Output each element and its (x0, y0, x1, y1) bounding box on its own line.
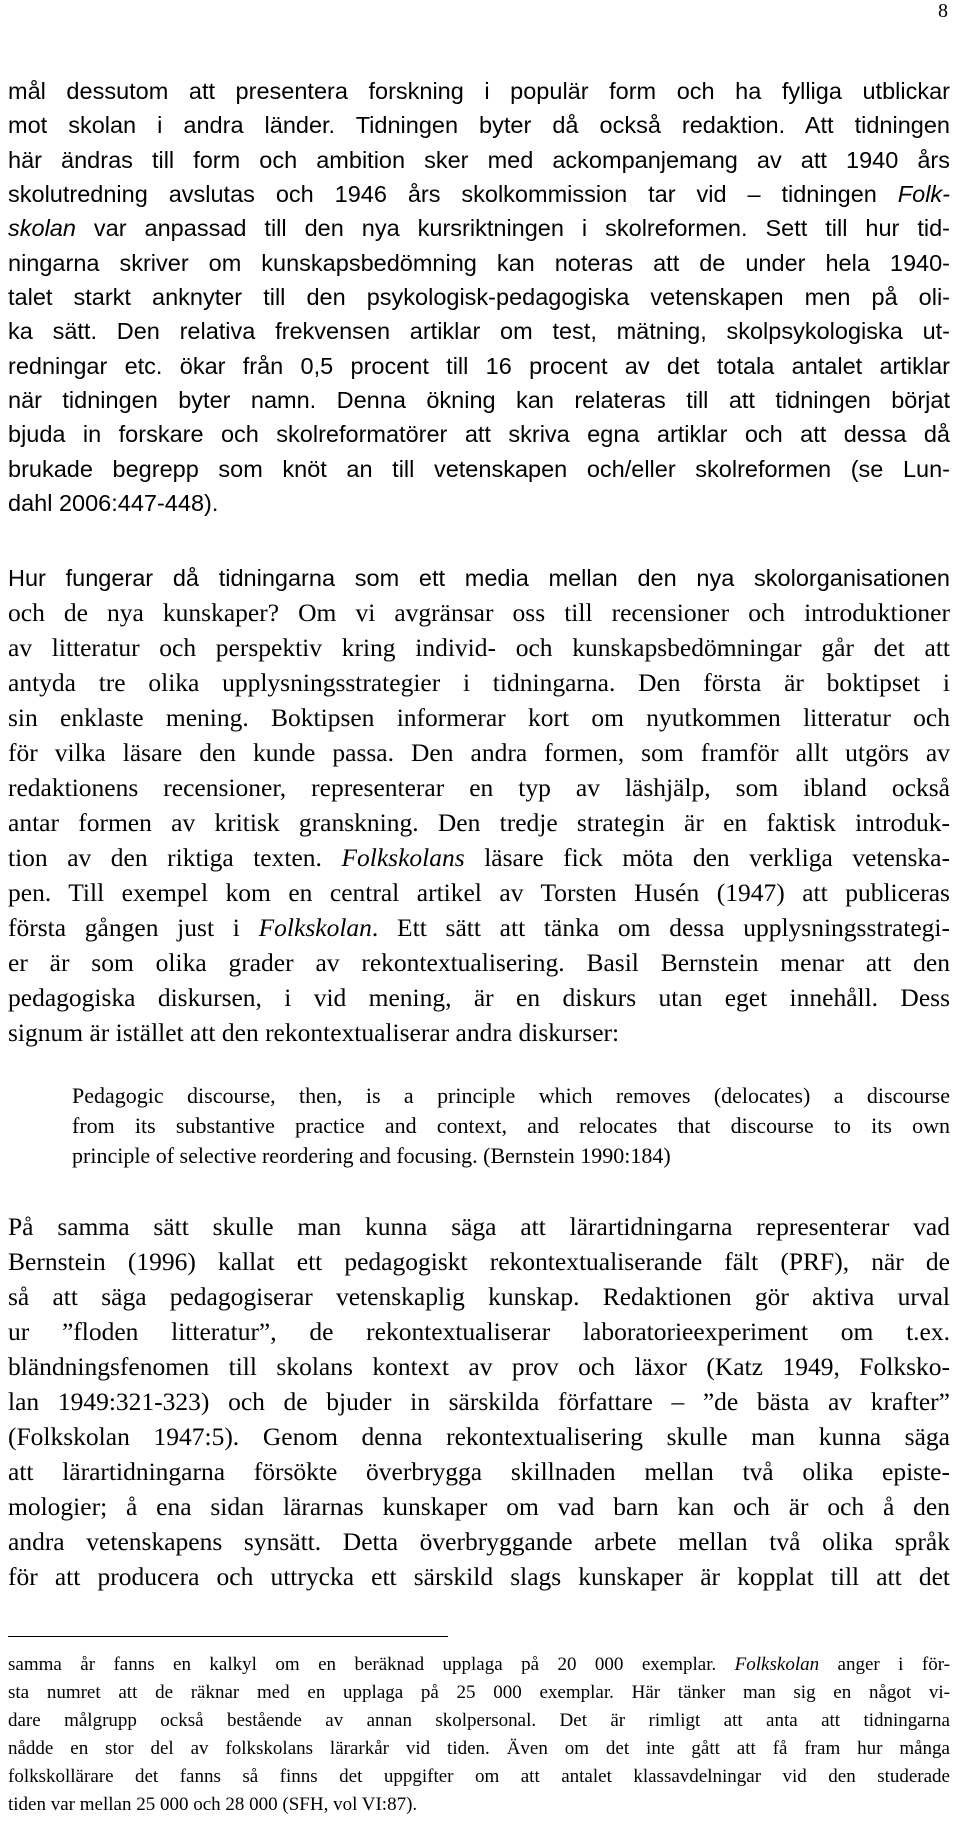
text-line: Hur fungerar då tidningarna som ett media mellan den nya skolorganisationen (8, 565, 950, 591)
footnote-line: tiden var mellan 25 000 och 28 000 (SFH, vol VI:87). (8, 1794, 418, 1815)
text-line: dahl 2006:447-448). (8, 490, 219, 516)
text-line: bjuda in forskare och skolreformatörer att skriva egna artiklar och att dessa då (8, 421, 950, 447)
text-line: antyda tre olika upplysningsstrategier i tidningarna. Den första är boktipset i (8, 668, 950, 697)
block-quote-line: Pedagogic discourse, then, is a principle which removes (delocates) a discourse (72, 1083, 950, 1108)
text-line: här ändras till form och ambition sker med ackompanjemang av att 1940 års (8, 147, 950, 173)
text-line: lan 1949:321-323) och de bjuder in särskilda författare – ”de bästa av krafter” (8, 1387, 950, 1416)
text-line: första gången just i Folkskolan. Ett sätt att tänka om dessa upplysningsstrategi- (8, 913, 951, 942)
footnote-line: folkskollärare det fanns så finns det uppgifter om att antalet klassavdelningar vid den studerade (8, 1766, 950, 1787)
text-line: av litteratur och perspektiv kring individ- och kunskapsbedömningar går det att (8, 633, 950, 662)
footnote-line: dare målgrupp också bestående av annan skolpersonal. Det är rimligt att anta att tidningarna (8, 1710, 950, 1731)
text-line: antar formen av kritisk granskning. Den tredje strategin är en faktisk introduk- (8, 808, 950, 837)
text-line: ur ”floden litteratur”, de rekontextualiserar laboratorieexperiment om t.ex. (8, 1317, 950, 1346)
text-line: när tidningen byter namn. Denna ökning kan relateras till att tidningen börjat (8, 387, 950, 413)
text-line: mot skolan i andra länder. Tidningen byter då också redaktion. Att tidningen (8, 112, 950, 138)
text-line: sin enklaste mening. Boktipsen informerar kort om nyutkommen litteratur och (8, 703, 950, 732)
footnote-line: sta numret att de räknar med en upplaga på 25 000 exemplar. Här tänker man sig en något vi- (8, 1682, 950, 1703)
text-line: Bernstein (1996) kallat ett pedagogiskt rekontextualiserande fält (PRF), när de (8, 1247, 950, 1276)
text-line: (Folkskolan 1947:5). Genom denna rekontextualisering skulle man kunna säga (8, 1422, 950, 1451)
text-line: tion av den riktiga texten. Folkskolans läsare fick möta den verkliga vetenska- (8, 843, 950, 872)
footnote-divider (8, 1636, 448, 1637)
text-line: mål dessutom att presentera forskning i populär form och ha fylliga utblickar (8, 78, 950, 104)
block-quote-line: from its substantive practice and context, and relocates that discourse to its own (72, 1113, 950, 1138)
text-line: redaktionens recensioner, representerar en typ av läshjälp, som ibland också (8, 773, 950, 802)
text-line: signum är istället att den rekontextualiserar andra diskurser: (8, 1018, 620, 1047)
block-quote-line: principle of selective reordering and focusing. (Bernstein 1990:184) (72, 1143, 671, 1168)
text-line: pen. Till exempel kom en central artikel av Torsten Husén (1947) att publiceras (8, 878, 950, 907)
text-line: pedagogiska diskursen, i vid mening, är en diskurs utan eget innehåll. Dess (8, 983, 950, 1012)
text-line: brukade begrepp som knöt an till vetenskapen och/eller skolreformen (se Lun- (8, 456, 950, 482)
text-line: er är som olika grader av rekontextualisering. Basil Bernstein menar att den (8, 948, 950, 977)
text-line: för att producera och uttrycka ett särskild slags kunskaper är kopplat till att det (8, 1562, 950, 1591)
text-line: mologier; å ena sidan lärarnas kunskaper om vad barn kan och är och å den (8, 1492, 950, 1521)
text-line: ka sätt. Den relativa frekvensen artiklar om test, mätning, skolpsykologiska ut- (8, 318, 950, 344)
text-line: redningar etc. ökar från 0,5 procent till 16 procent av det totala antalet artiklar (8, 353, 950, 379)
text-line: så att säga pedagogiserar vetenskaplig kunskap. Redaktionen gör aktiva urval (8, 1282, 950, 1311)
footnote-line: nådde en stor del av folkskolans lärarkår vid tiden. Även om det inte gått att få fram hur många (8, 1738, 950, 1759)
text-line: ningarna skriver om kunskapsbedömning kan noteras att de under hela 1940- (8, 250, 950, 276)
text-line: skolan var anpassad till den nya kursriktningen i skolreformen. Sett till hur tid- (8, 215, 950, 241)
text-line: andra vetenskapens synsätt. Detta överbryggande arbete mellan två olika språk (8, 1527, 950, 1556)
page-number: 8 (938, 0, 948, 22)
text-line: att lärartidningarna försökte överbrygga skillnaden mellan två olika episte- (8, 1457, 950, 1486)
text-line: bländningsfenomen till skolans kontext av prov och läxor (Katz 1949, Folksko- (8, 1352, 950, 1381)
text-line: På samma sätt skulle man kunna säga att lärartidningarna representerar vad (8, 1212, 950, 1241)
text-line: och de nya kunskaper? Om vi avgränsar oss till recensioner och introduktioner (8, 598, 950, 627)
text-line: talet starkt anknyter till den psykologisk-pedagogiska vetenskapen men på oli- (8, 284, 950, 310)
text-line: skolutredning avslutas och 1946 års skolkommission tar vid – tidningen Folk- (8, 181, 950, 207)
text-line: för vilka läsare den kunde passa. Den andra formen, som framför allt utgörs av (8, 738, 950, 767)
footnote-line: samma år fanns en kalkyl om en beräknad upplaga på 20 000 exemplar. Folkskolan anger i för- (8, 1654, 950, 1675)
